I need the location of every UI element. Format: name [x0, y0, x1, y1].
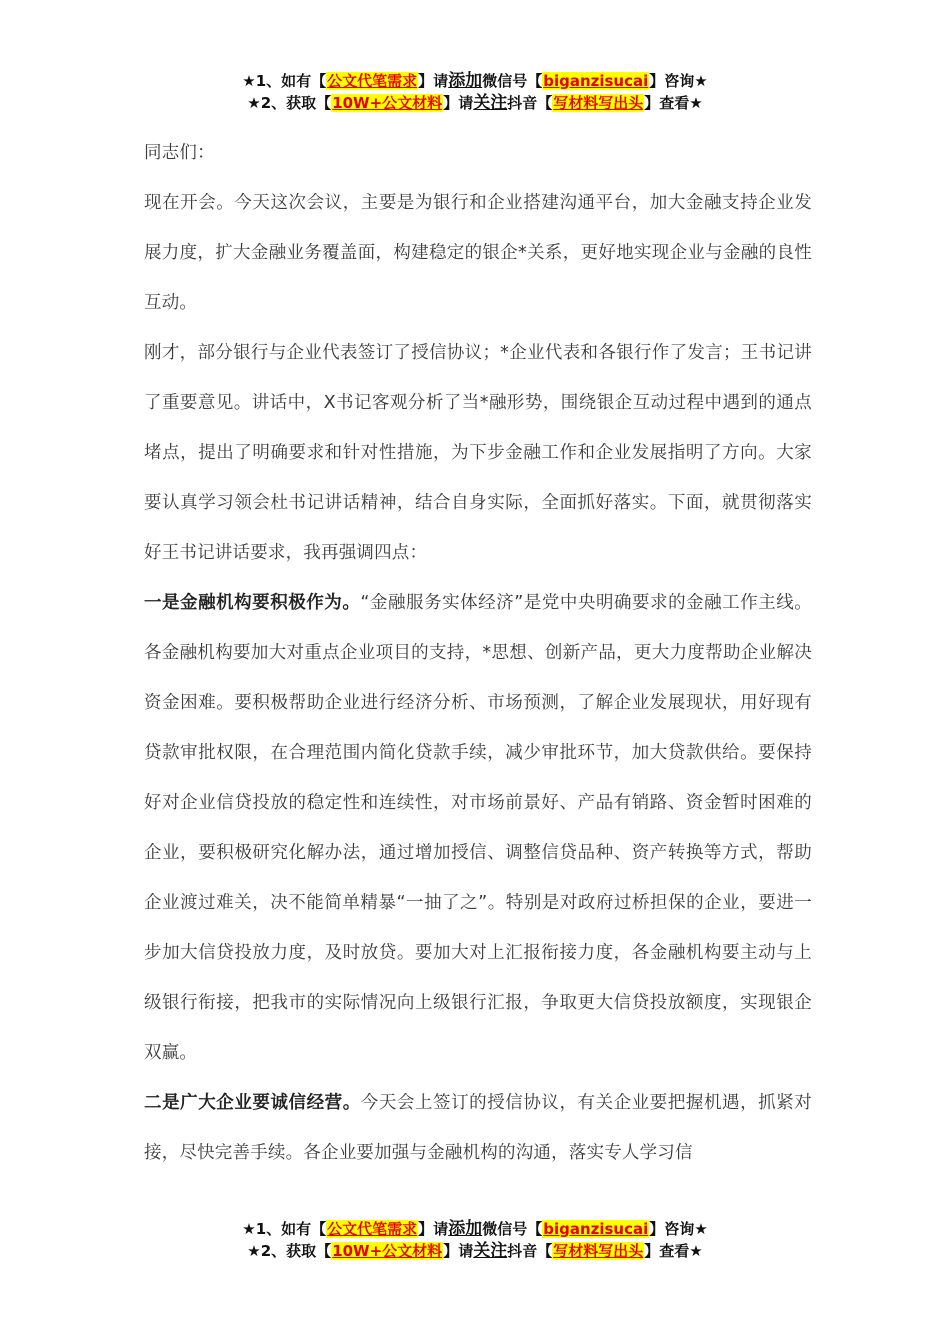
banner-text: 】请: [443, 94, 474, 112]
point-1-heading: 一是金融机构要积极作为。: [144, 593, 361, 613]
paragraph-3: [144, 578, 812, 1078]
paragraph-2: 刚才，部分银行与企业代表签订了授信协议；*企业代表和各银行作了发言；王书记讲了重要意见。讲话中，X书记客观分析了当*融形势，围绕银企互动过程中遇到的通点堵点，提出了明确要求和针对性措施，为下步金融工作和企业发展指明了方向。大家要认真学习领会杜书记讲话精神，结合自身实际，全面抓好落实。下面，就贯彻落实好王书记讲话要求，我再强调四点：: [144, 343, 812, 563]
banner-text: 】查看★: [644, 94, 703, 112]
paragraph-1: 现在开会。今天这次会议，主要是为银行和企业搭建沟通平台，加大金融支持企业发展力度，扩大金融业务覆盖面，构建稳定的银企*关系，更好地实现企业与金融的良性互动。: [144, 193, 812, 313]
banner-text: 】咨询★: [649, 72, 708, 90]
banner-text: ★2、获取【: [247, 1242, 332, 1260]
banner-highlight-wechat: biganzisucai: [543, 72, 649, 90]
salutation: 同志们：: [144, 143, 215, 163]
point-2-heading: 二是广大企业要诚信经营。: [144, 1093, 361, 1113]
banner-line-2: [0, 1240, 950, 1262]
banner-emphasis: 关注: [473, 93, 508, 113]
banner-text: 】请: [418, 1220, 449, 1238]
banner-highlight-wechat: biganzisucai: [543, 1220, 649, 1238]
banner-emphasis: 关注: [473, 1241, 508, 1261]
paragraph-4: [144, 1078, 812, 1178]
banner-text: 】请: [418, 72, 449, 90]
banner-text: ★1、如有【: [242, 1220, 327, 1238]
banner-highlight: 公文代笔需求: [327, 1220, 418, 1238]
point-1-body: “金融服务实体经济”是党中央明确要求的金融工作主线。各金融机构要加大对重点企业项目的支持，*思想、创新产品，更大力度帮助企业解决资金困难。要积极帮助企业进行经济分析、市场预测，了解企业发展现状，用好现有贷款审批权限，在合理范围内简化贷款手续，减少审批环节，加大贷款供给。要保持好对企业信贷投放的稳定性和连续性，对市场前景好、产品有销路、资金暂时困难的企业，要积极研究化解办法，通过增加授信、调整信贷品种、资产转换等方式，帮助企业渡过难关，决不能简单精暴“一抽了之”。特别是对政府过桥担保的企业，要进一步加大信贷投放力度，及时放贷。要加大对上汇报衔接力度，各金融机构要主动与上级银行衔接，把我市的实际情况向上级银行汇报，争取更大信贷投放额度，实现银企双赢。: [144, 593, 812, 1063]
banner-highlight: 10W+公文材料: [332, 94, 443, 112]
banner-text: ★2、获取【: [247, 94, 332, 112]
point-2-body: 今天会上签订的授信协议，有关企业要把握机遇，抓紧对接，尽快完善手续。各企业要加强与金融机构的沟通，落实专人学习信: [144, 1093, 812, 1163]
footer-banner: [0, 1218, 950, 1262]
banner-emphasis: 添加: [448, 71, 483, 91]
banner-text: ★1、如有【: [242, 72, 327, 90]
banner-line-2: [0, 92, 950, 114]
banner-highlight-douyin: 写材料写出头: [553, 94, 644, 112]
banner-text: 抖音【: [507, 94, 553, 112]
banner-emphasis: 添加: [448, 1219, 483, 1239]
document-body: [144, 128, 812, 1178]
banner-text: 抖音【: [507, 1242, 553, 1260]
banner-text: 】查看★: [644, 1242, 703, 1260]
header-banner: [0, 70, 950, 114]
banner-text: 微信号【: [482, 1220, 543, 1238]
banner-text: 】咨询★: [649, 1220, 708, 1238]
banner-highlight-douyin: 写材料写出头: [553, 1242, 644, 1260]
banner-highlight: 公文代笔需求: [327, 72, 418, 90]
banner-line-1: [0, 1218, 950, 1240]
banner-text: 】请: [443, 1242, 474, 1260]
banner-highlight: 10W+公文材料: [332, 1242, 443, 1260]
banner-line-1: [0, 70, 950, 92]
banner-text: 微信号【: [482, 72, 543, 90]
